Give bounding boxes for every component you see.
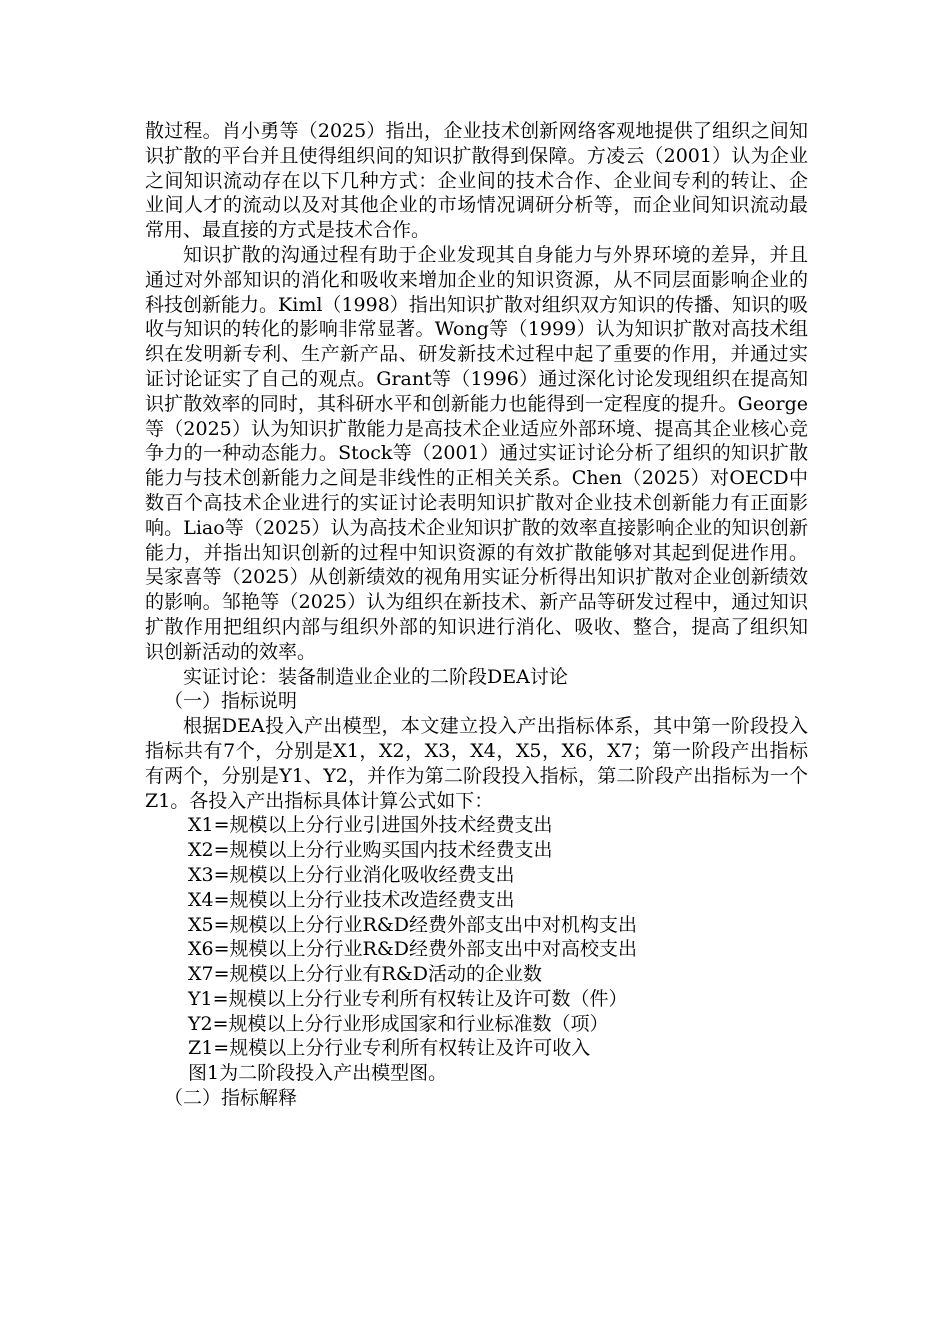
indicator-item: Y2=规模以上分行业形成国家和行业标准数（项） <box>188 1012 609 1035</box>
indicator-item: X1=规模以上分行业引进国外技术经费支出 <box>188 814 553 837</box>
indicator-item: X2=规模以上分行业购买国内技术经费支出 <box>188 839 553 862</box>
subheading-indicator-explanation: （二）指标解释 <box>164 1087 298 1110</box>
indicator-item: X5=规模以上分行业R&D经费外部支出中对机构支出 <box>188 913 637 936</box>
figure-reference: 图1为二阶段投入产出模型图。 <box>188 1062 448 1085</box>
paragraph-indicator-system: 根据DEA投入产出模型，本文建立投入产出指标体系，其中第一阶段投入指标共有7个，分别是X1，X2，X3，X4，X5，X6，X7；第一阶段产出指标有两个，分别是Y1、Y2，并作为第二阶段投入指标，第二阶段产出指标为一个Z1。各投入产出指标具体计算公式如下： <box>145 715 808 812</box>
indicator-item: X7=规模以上分行业有R&D活动的企业数 <box>188 963 542 986</box>
subheading-indicator-description: （一）指标说明 <box>164 690 298 713</box>
paragraph-literature-review: 知识扩散的沟通过程有助于企业发现其自身能力与外界环境的差异，并且通过对外部知识的消化和吸收来增加企业的知识资源，从不同层面影响企业的科技创新能力。Kiml（1998）指出知识扩散对组织双方知识的传播、知识的吸收与知识的转化的影响非常显著。Wong等（1999）认为知识扩散对高技术组织在发明新专利、生产新产品、研发新技术过程中起了重要的作用，并通过实证讨论证实了自己的观点。Grant等（1996）通过深化讨论发现组织在提高知识扩散效率的同时，其科研水平和创新能力也能得到一定程度的提升。George等（2025）认为知识扩散能力是高技术企业适应外部环境、提高其企业核心竞争力的一种动态能力。Stock等（2001）通过实证讨论分析了组织的知识扩散能力与技术创新能力之间是非线性的正相关关系。Chen（2025）对OECD中数百个高技术企业进行的实证讨论表明知识扩散对企业技术创新能力有正面影响。Liao等（2025）认为高技术企业知识扩散的效率直接影响企业的知识创新能力，并指出知识创新的过程中知识资源的有效扩散能够对其起到促进作用。吴家喜等（2025）从创新绩效的视角用实证分析得出知识扩散对企业创新绩效的影响。邹艳等（2025）认为组织在新技术、新产品等研发过程中，通过知识扩散作用把组织内部与组织外部的知识进行消化、吸收、整合，提高了组织知识创新活动的效率。 <box>145 243 808 663</box>
paragraph-knowledge-diffusion-process: 散过程。肖小勇等（2025）指出，企业技术创新网络客观地提供了组织之间知识扩散的平台并且使得组织间的知识扩散得到保障。方凌云（2001）认为企业之间知识流动存在以下几种方式：企业间的技术合作、企业间专利的转让、企业间人才的流动以及对其他企业的市场情况调研分析等，而企业间知识流动最常用、最直接的方式是技术合作。 <box>145 120 808 242</box>
section-heading: 实证讨论：装备制造业企业的二阶段DEA讨论 <box>183 665 568 688</box>
indicator-item: Y1=规模以上分行业专利所有权转让及许可数（件） <box>188 987 628 1010</box>
indicator-item: X6=规模以上分行业R&D经费外部支出中对高校支出 <box>188 938 637 961</box>
indicator-item: X4=规模以上分行业技术改造经费支出 <box>188 888 515 911</box>
indicator-list <box>145 813 808 1086</box>
indicator-item: X3=规模以上分行业消化吸收经费支出 <box>188 863 515 886</box>
indicator-item: Z1=规模以上分行业专利所有权转让及许可收入 <box>188 1037 591 1060</box>
